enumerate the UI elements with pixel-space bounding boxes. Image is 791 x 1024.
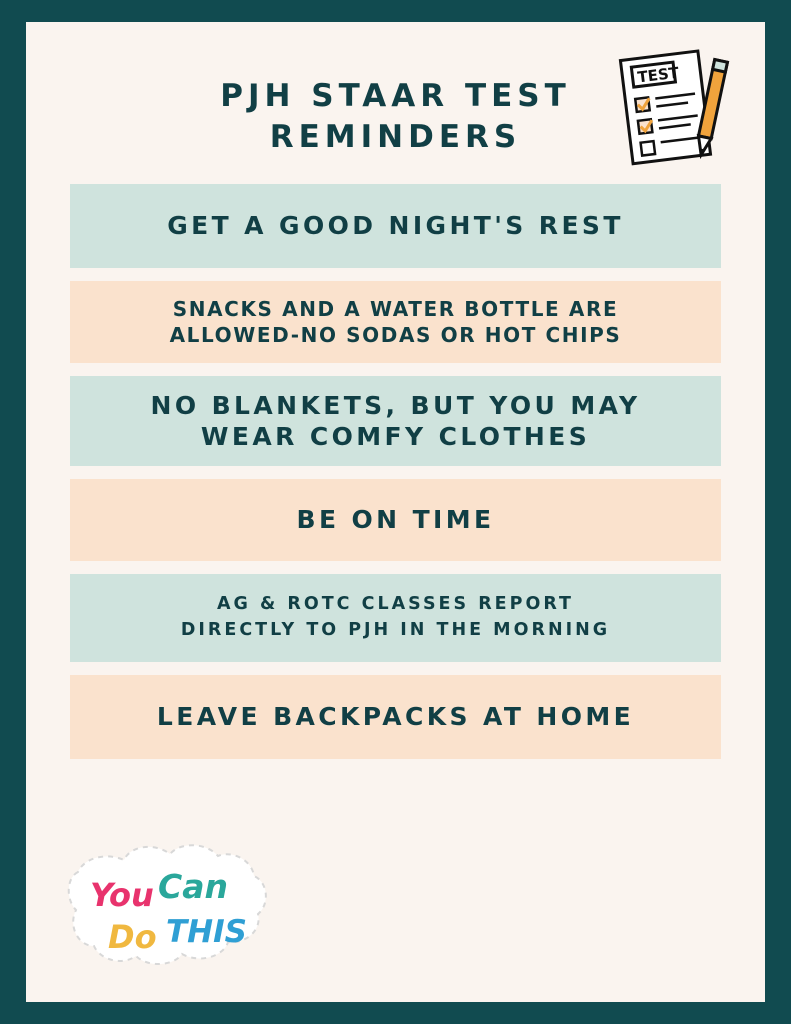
svg-text:TEST: TEST [636,63,680,87]
reminder-blankets-line1: NO BLANKETS, BUT YOU MAY [150,390,641,420]
reminder-backpacks [70,675,721,759]
sticker-word-can: Can [158,867,228,906]
page-title-line1: PJH STAAR TEST [220,78,571,114]
poster-inner [26,22,765,1002]
reminder-blankets [70,376,721,466]
reminders-list [70,184,721,759]
test-paper-with-pencil-icon [617,46,737,176]
reminder-rest [70,184,721,268]
reminder-on-time [70,479,721,561]
you-can-do-this-sticker [48,826,298,976]
sticker-word-you: You [90,876,154,914]
reminder-ag-rotc-line1: AG & ROTC CLASSES REPORT [217,594,574,615]
reminder-backpacks-line1: LEAVE BACKPACKS AT HOME [156,702,635,732]
reminder-ag-rotc [70,574,721,662]
reminder-ag-rotc-line2: DIRECTLY TO PJH IN THE MORNING [180,619,611,640]
page-title-line2: REMINDERS [269,118,522,155]
reminder-snacks-line2: ALLOWED-NO SODAS OR HOT CHIPS [169,322,622,347]
page-title [156,76,636,158]
reminder-rest-line1: GET A GOOD NIGHT'S REST [167,211,624,241]
reminder-snacks-line1: SNACKS AND A WATER BOTTLE ARE [172,296,619,321]
reminder-on-time-line1: BE ON TIME [296,505,495,535]
sticker-word-this: THIS [166,914,247,950]
sticker-word-do: Do [108,918,157,956]
reminder-blankets-line2: WEAR COMFY CLOTHES [200,421,591,451]
reminder-snacks [70,281,721,363]
